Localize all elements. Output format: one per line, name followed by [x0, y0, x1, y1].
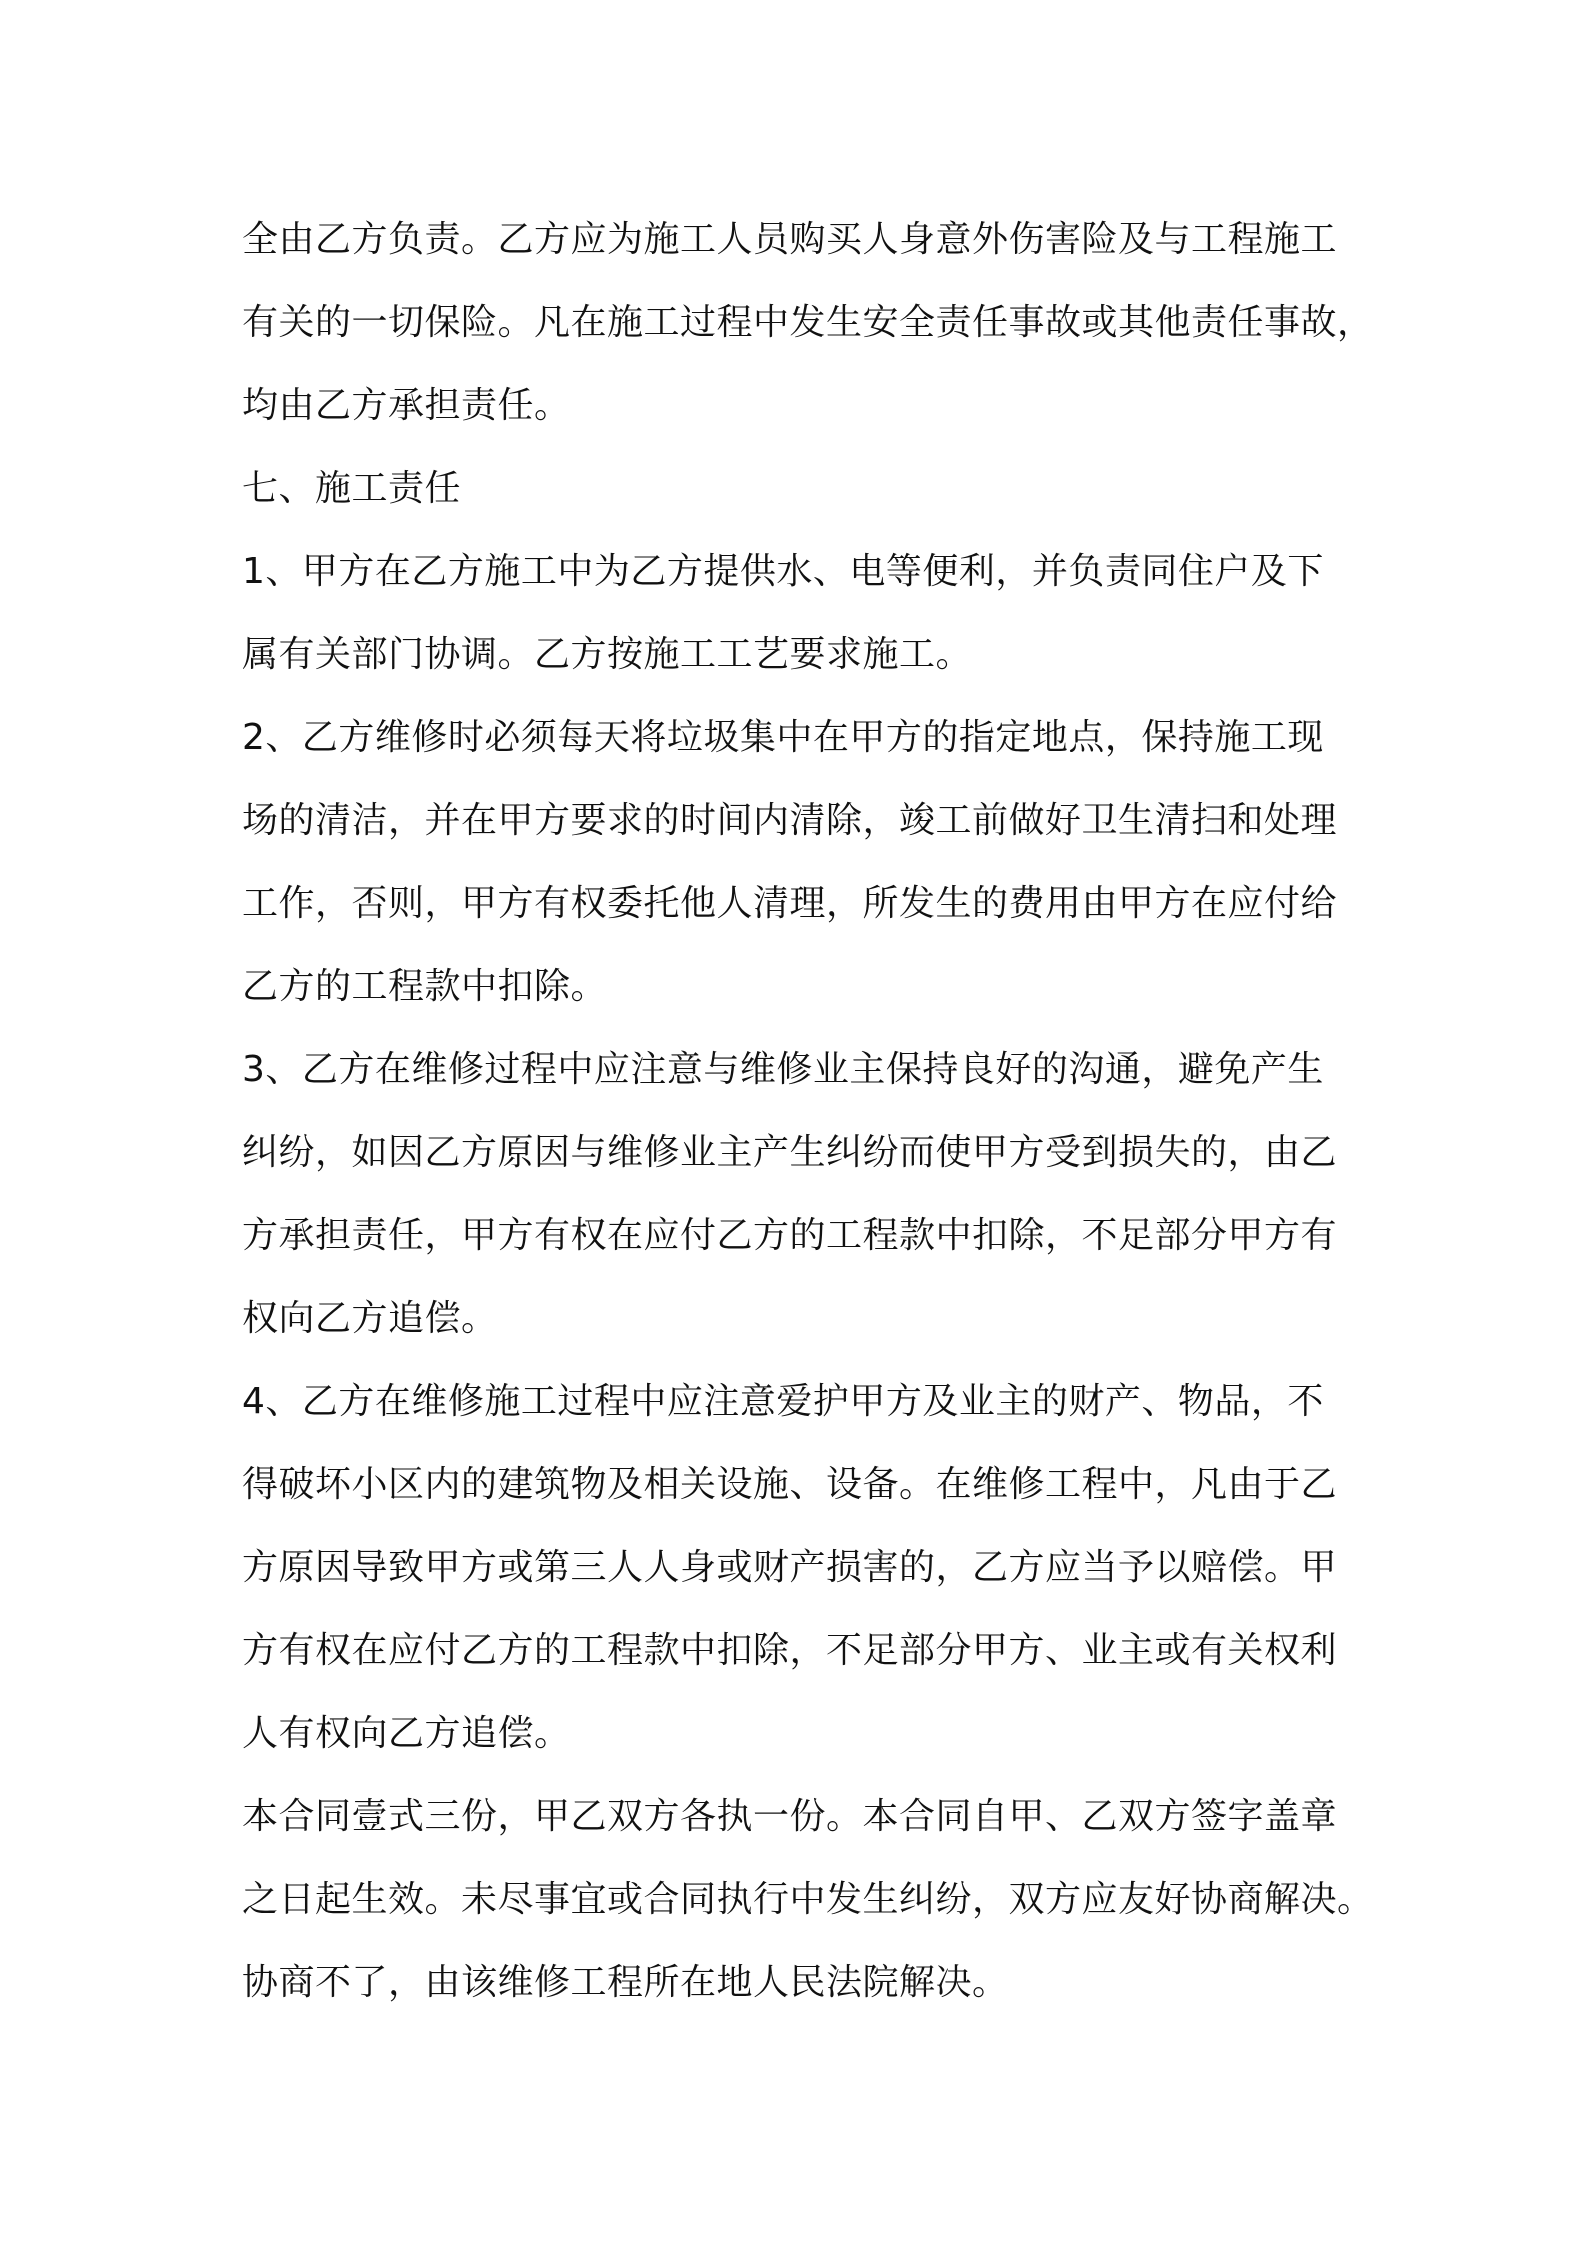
document-body	[242, 198, 1374, 2024]
text-line: 人有权向乙方追偿。	[242, 1713, 571, 1754]
text-line: 乙方的工程款中扣除。	[242, 966, 608, 1007]
text-line: 有关的一切保险。凡在施工过程中发生安全责任事故或其他责任事故，	[242, 302, 1374, 343]
text-line: 均由乙方承担责任。	[242, 385, 571, 426]
text-line: 场的清洁，并在甲方要求的时间内清除，竣工前做好卫生清扫和处理	[242, 800, 1338, 841]
text-line: 1、甲方在乙方施工中为乙方提供水、电等便利，并负责同住户及下	[242, 551, 1324, 592]
text-line: 4、乙方在维修施工过程中应注意爱护甲方及业主的财产、物品，不	[242, 1381, 1324, 1422]
text-line: 权向乙方追偿。	[242, 1298, 498, 1339]
text-line: 方承担责任，甲方有权在应付乙方的工程款中扣除，不足部分甲方有	[242, 1215, 1338, 1256]
text-line: 属有关部门协调。乙方按施工工艺要求施工。	[242, 634, 973, 675]
text-line: 本合同壹式三份，甲乙双方各执一份。本合同自甲、乙双方签字盖章	[242, 1796, 1338, 1837]
text-line: 纠纷，如因乙方原因与维修业主产生纠纷而使甲方受到损失的，由乙	[242, 1132, 1338, 1173]
text-line: 之日起生效。未尽事宜或合同执行中发生纠纷，双方应友好协商解决。	[242, 1879, 1374, 1920]
text-line: 方原因导致甲方或第三人人身或财产损害的，乙方应当予以赔偿。甲	[242, 1547, 1338, 1588]
text-line: 3、乙方在维修过程中应注意与维修业主保持良好的沟通，避免产生	[242, 1049, 1324, 1090]
text-line: 方有权在应付乙方的工程款中扣除，不足部分甲方、业主或有关权利	[242, 1630, 1338, 1671]
text-line: 工作，否则，甲方有权委托他人清理，所发生的费用由甲方在应付给	[242, 883, 1338, 924]
text-line: 全由乙方负责。乙方应为施工人员购买人身意外伤害险及与工程施工	[242, 219, 1338, 260]
text-line: 得破坏小区内的建筑物及相关设施、设备。在维修工程中，凡由于乙	[242, 1464, 1338, 1505]
text-line: 2、乙方维修时必须每天将垃圾集中在甲方的指定地点，保持施工现	[242, 717, 1324, 758]
text-line: 协商不了，由该维修工程所在地人民法院解决。	[242, 1962, 1009, 2003]
section-heading: 七、施工责任	[242, 468, 462, 509]
